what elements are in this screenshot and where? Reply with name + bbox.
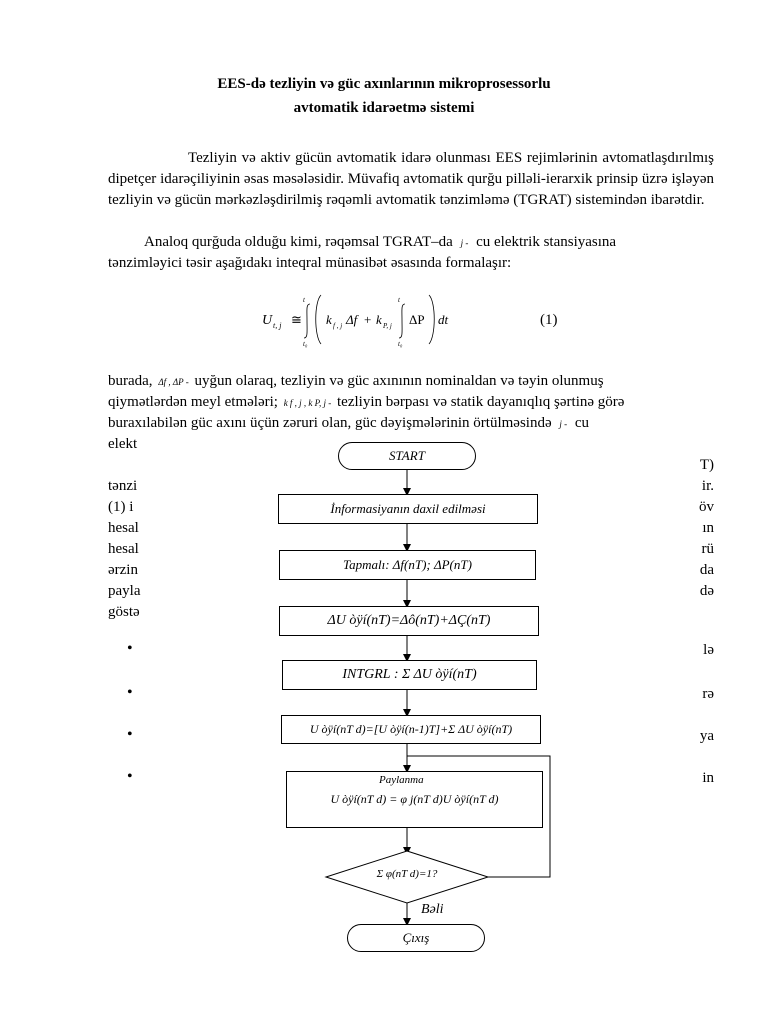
right-fragment: T) — [699, 457, 714, 473]
paragraph-2-line-1: Analoq qurğuda olduğu kimi, rəqəmsal TGRAT–da j - cu elektrik stansiyasına — [144, 234, 617, 250]
eq-upper-limit: t — [303, 296, 305, 304]
equation-number: (1) — [540, 312, 558, 328]
left-fragment: göstə — [108, 604, 140, 620]
bullet-fragment: rə — [702, 686, 714, 702]
paragraph-3-line-1: burada, Δf , ΔP - uyğun olaraq, tezliyin və güc axınının nominaldan və təyin olunmuş — [108, 373, 604, 389]
left-fragment: tənzi — [108, 478, 138, 494]
right-fragment: öv — [699, 499, 714, 515]
paragraph-1: Tezliyin və aktiv gücün avtomatik idarə olunması EES rejimlərinin avtomatlaşdırılmış dipetçer idarəçiliyinin əsas məsələsidir. Müvafiq avtomatik qurğu pilləli-ierarxik prinsip üzrə işləyən tezliyin və gücün mərkəzləşdirilmiş rəqəmli avtomatik tənzimləmə (TGRAT) sistemindən ibarətdir. — [108, 150, 714, 208]
eq-lhs: U — [262, 313, 273, 328]
bullet-marker: • — [127, 684, 133, 701]
flowchart-input-box: İnformasiyanın daxil edilməsi — [278, 494, 538, 524]
right-fragment: ir. — [701, 478, 714, 494]
paragraph-2-line-2: tənzimləyici təsir aşağıdakı inteqral münasibət əsasında formalaşır: — [108, 255, 512, 271]
svg-text:t: t — [398, 296, 400, 304]
left-fragment: ərzin — [108, 562, 138, 578]
flowchart-delta-u-box: ΔU òÿí(nT)=Δô(nT)+ΔÇ(nT) — [279, 606, 539, 636]
svg-text:ΔP: ΔP — [409, 312, 425, 327]
svg-text:dt: dt — [438, 312, 449, 327]
bullet-fragment: ya — [699, 728, 714, 744]
bullet-marker: • — [127, 768, 133, 785]
svg-text:+: + — [364, 312, 372, 327]
svg-text:t₀: t₀ — [398, 340, 403, 348]
left-fragment: hesal — [108, 541, 139, 557]
bullet-fragment: lə — [703, 642, 714, 658]
bullet-marker: • — [127, 640, 133, 657]
page-subtitle: avtomatik idarəetmə sistemi — [293, 100, 475, 116]
eq-lower-limit: t₀ — [303, 340, 308, 348]
paragraph-3-line-2: qiymətlərdən meyl etmələri; k f , j , k P, j - tezliyin bərpası və statik dayanıqlıq şərtinə görə — [108, 394, 625, 410]
left-fragment: (1) i — [108, 499, 134, 515]
paragraph-3-line-4: elekt — [108, 436, 138, 452]
paragraph-3-line-3: buraxılabilən güc axını üçün zəruri olan, güc dəyişmələrinin örtülməsində j - cu — [108, 415, 590, 431]
right-fragment: də — [699, 583, 714, 599]
flowchart-exit: Çıxış — [347, 924, 485, 952]
flowchart-integral-box: INTGRL : Σ ΔU òÿí(nT) — [282, 660, 537, 690]
svg-text:Δf: Δf — [346, 312, 358, 327]
distribution-formula: U òÿí(nT d) = φ j(nT d)U òÿí(nT d) — [330, 792, 499, 806]
svg-text:f , j: f , j — [333, 322, 343, 330]
eq-approx: ≅ — [291, 312, 302, 327]
left-fragment: hesal — [108, 520, 139, 536]
decision-label: Σ φ(nT d)=1? — [376, 868, 438, 880]
bullet-fragment: in — [702, 770, 714, 786]
flowchart-distribution-box — [286, 771, 543, 828]
flowchart-update-box: U òÿí(nT d)=[U òÿí(n-1)T]+Σ ΔU òÿí(nT) — [281, 715, 541, 744]
right-fragment: da — [699, 562, 714, 578]
svg-text:k: k — [376, 312, 382, 327]
eq-lhs-sub: t, j — [273, 321, 282, 330]
right-fragment: rü — [701, 541, 714, 557]
bullet-marker: • — [127, 726, 133, 743]
page-title: EES-də tezliyin və güc axınlarının mikroprosessorlu — [217, 76, 551, 92]
left-fragment: payla — [108, 583, 141, 599]
flowchart-start: START — [338, 442, 476, 470]
flowchart-find-box: Tapmalı: Δf(nT); ΔP(nT) — [279, 550, 536, 580]
right-fragment: ın — [702, 520, 714, 536]
svg-text:P, j: P, j — [383, 322, 392, 330]
yes-label: Bəli — [421, 902, 444, 917]
svg-text:k: k — [326, 312, 332, 327]
distribution-title: Paylanma — [379, 774, 424, 786]
